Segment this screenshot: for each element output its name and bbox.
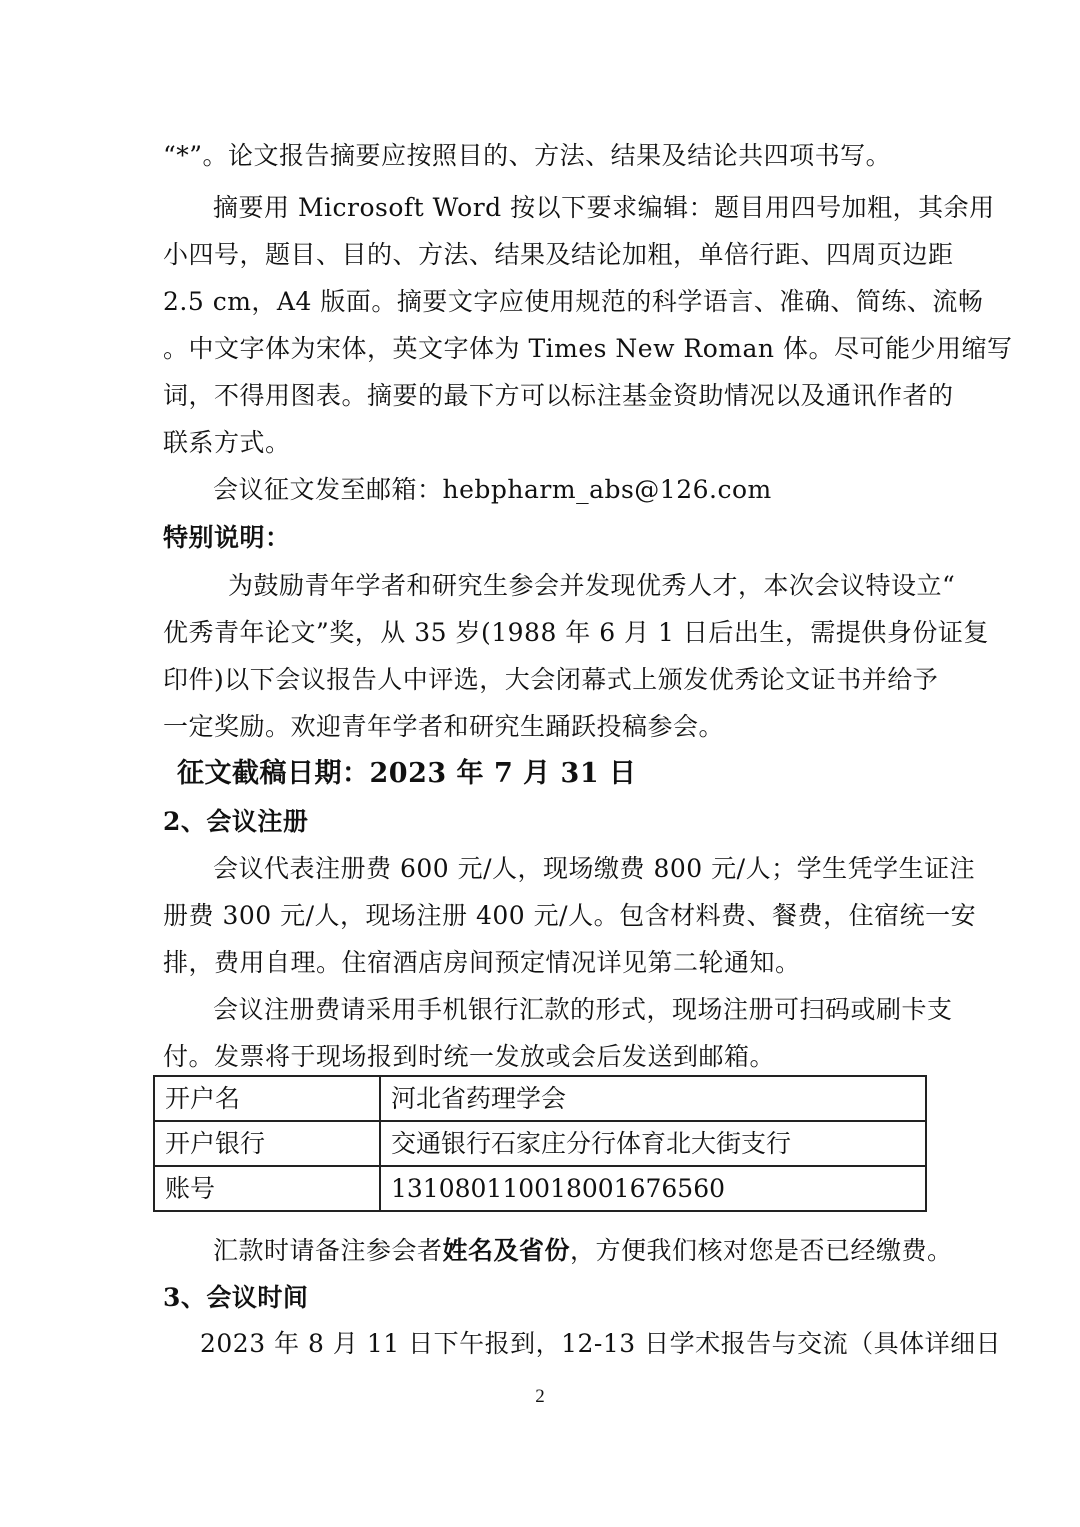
table-key-cell: 账号 [154,1166,380,1211]
paragraph-line: 。中文字体为宋体，英文字体为 Times New Roman 体。尽可能少用缩写 [163,334,1013,363]
paragraph-line: 2.5 cm，A4 版面。摘要文字应使用规范的科学语言、准确、简练、流畅 [163,287,984,316]
table-key-cell: 开户名 [154,1076,380,1121]
paragraph-line: 为鼓励青年学者和研究生参会并发现优秀人才，本次会议特设立“ [228,571,956,600]
paragraph-line: 2023 年 8 月 11 日下午报到，12-13 日学术报告与交流（具体详细日 [200,1329,1002,1358]
paragraph-line: 册费 300 元/人，现场注册 400 元/人。包含材料费、餐费，住宿统一安 [163,901,977,930]
remark-text: ，方便我们核对您是否已经缴费。 [570,1236,953,1265]
paragraph-line: 优秀青年论文”奖，从 35 岁(1988 年 6 月 1 日后出生，需提供身份证复 [163,618,989,647]
remark-text: 汇款时请备注参会者 [213,1236,443,1265]
remark-emphasis: 姓名及省份 [442,1236,571,1265]
paragraph-line: 会议注册费请采用手机银行汇款的形式，现场注册可扫码或刷卡支 [213,995,953,1024]
table-value-cell: 131080110018001676560 [380,1166,926,1211]
section-heading: 特别说明： [163,523,291,552]
paragraph-line: 付。发票将于现场报到时统一发放或会后发送到邮箱。 [163,1042,776,1071]
paragraph-line: 印件)以下会议报告人中评选，大会闭幕式上颁发优秀论文证书并给予 [163,665,939,694]
table-value-cell: 交通银行石家庄分行体育北大街支行 [380,1121,926,1166]
page-number: 2 [535,1386,545,1407]
paragraph-line: 联系方式。 [163,428,291,457]
section-heading-time: 3、会议时间 [163,1283,309,1312]
paragraph-line: “*”。论文报告摘要应按照目的、方法、结果及结论共四项书写。 [163,141,892,170]
paragraph-line: 一定奖励。欢迎青年学者和研究生踊跃投稿参会。 [163,712,725,741]
table-row [154,1076,926,1121]
bank-account-table [153,1075,927,1212]
paragraph-line [213,1235,1013,1267]
table-row [154,1166,926,1211]
table-value-cell: 河北省药理学会 [380,1076,926,1121]
table-key-cell: 开户银行 [154,1121,380,1166]
email-line: 会议征文发至邮箱：hebpharm_abs@126.com [213,475,772,504]
paragraph-line: 词，不得用图表。摘要的最下方可以标注基金资助情况以及通讯作者的 [163,381,954,410]
paragraph-line: 排，费用自理。住宿酒店房间预定情况详见第二轮通知。 [163,948,801,977]
paragraph-line: 小四号，题目、目的、方法、结果及结论加粗，单倍行距、四周页边距 [163,240,954,269]
section-heading-registration: 2、会议注册 [163,807,309,836]
paragraph-line: 会议代表注册费 600 元/人，现场缴费 800 元/人；学生凭学生证注 [213,854,976,883]
paragraph-line: 摘要用 Microsoft Word 按以下要求编辑：题目用四号加粗，其余用 [213,193,995,222]
deadline-heading: 征文截稿日期：2023 年 7 月 31 日 [177,758,637,789]
table-row [154,1121,926,1166]
